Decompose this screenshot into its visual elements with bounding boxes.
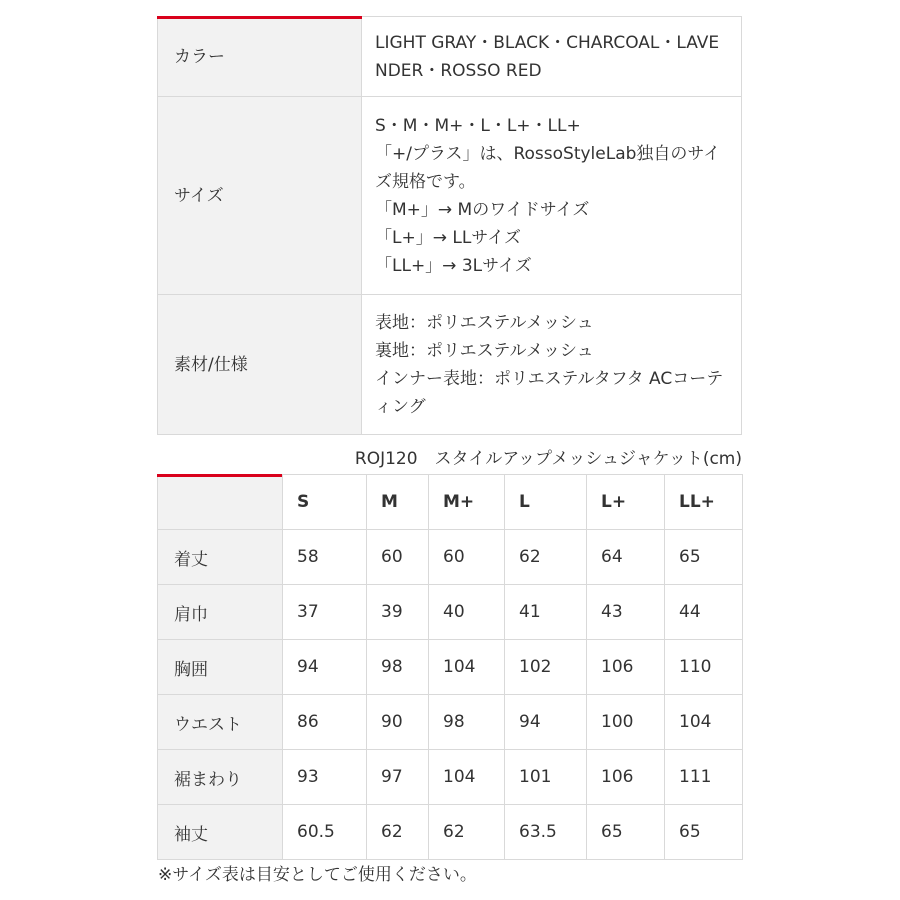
size-cell: 101 xyxy=(505,750,587,805)
size-chart-body xyxy=(158,530,743,860)
size-chart-caption: ROJ120 スタイルアップメッシュジャケット(cm) xyxy=(354,449,742,469)
size-row-label: 胸囲 xyxy=(158,640,283,695)
spec-value-material xyxy=(362,295,742,435)
size-row-label: 袖丈 xyxy=(158,805,283,860)
size-line: 「LL+」→ 3Lサイズ xyxy=(375,255,532,276)
size-cell: 104 xyxy=(429,750,505,805)
size-row-label: ウエスト xyxy=(158,695,283,750)
size-cell: 62 xyxy=(367,805,429,860)
size-header-corner xyxy=(158,475,283,530)
size-cell: 65 xyxy=(665,805,743,860)
size-header-row xyxy=(158,475,743,530)
spec-value-color: LIGHT GRAY・BLACK・CHARCOAL・LAVENDER・ROSSO RED xyxy=(362,17,742,97)
size-row xyxy=(158,585,743,640)
size-line: 「+/プラス」は、RossoStyleLab独自のサイズ規格です。 xyxy=(375,143,721,192)
size-cell: 102 xyxy=(505,640,587,695)
size-cell: 65 xyxy=(665,530,743,585)
size-header-cell: L+ xyxy=(587,475,665,530)
size-row xyxy=(158,750,743,805)
size-cell: 94 xyxy=(505,695,587,750)
size-chart-accent-bar xyxy=(157,474,282,477)
size-cell: 65 xyxy=(587,805,665,860)
size-row xyxy=(158,695,743,750)
size-cell: 110 xyxy=(665,640,743,695)
size-note: ※サイズ表は目安としてご使用ください。 xyxy=(158,865,477,885)
size-row xyxy=(158,530,743,585)
size-cell: 62 xyxy=(429,805,505,860)
size-row xyxy=(158,805,743,860)
spec-label-size: サイズ xyxy=(158,97,362,295)
size-cell: 98 xyxy=(429,695,505,750)
size-header-cell: M+ xyxy=(429,475,505,530)
size-cell: 64 xyxy=(587,530,665,585)
spec-label-color: カラー xyxy=(158,17,362,97)
size-cell: 44 xyxy=(665,585,743,640)
size-row-label: 肩巾 xyxy=(158,585,283,640)
size-cell: 41 xyxy=(505,585,587,640)
size-row-label: 裾まわり xyxy=(158,750,283,805)
size-cell: 40 xyxy=(429,585,505,640)
size-cell: 106 xyxy=(587,640,665,695)
size-cell: 98 xyxy=(367,640,429,695)
size-header-cell: M xyxy=(367,475,429,530)
size-cell: 60 xyxy=(367,530,429,585)
material-line: 表地：ポリエステルメッシュ xyxy=(375,312,594,333)
size-header-cell: L xyxy=(505,475,587,530)
size-cell: 97 xyxy=(367,750,429,805)
spec-row-material xyxy=(158,295,742,435)
spec-value-size xyxy=(362,97,742,295)
size-cell: 86 xyxy=(283,695,367,750)
size-cell: 43 xyxy=(587,585,665,640)
size-cell: 39 xyxy=(367,585,429,640)
spec-table xyxy=(157,16,742,435)
size-row-label: 着丈 xyxy=(158,530,283,585)
size-cell: 106 xyxy=(587,750,665,805)
size-cell: 58 xyxy=(283,530,367,585)
size-cell: 62 xyxy=(505,530,587,585)
size-cell: 111 xyxy=(665,750,743,805)
size-cell: 90 xyxy=(367,695,429,750)
size-cell: 37 xyxy=(283,585,367,640)
size-cell: 63.5 xyxy=(505,805,587,860)
size-cell: 100 xyxy=(587,695,665,750)
size-cell: 104 xyxy=(665,695,743,750)
size-line: 「M+」→ Mのワイドサイズ xyxy=(375,199,590,220)
material-line: インナー表地：ポリエステルタフタ ACコーティング xyxy=(375,368,724,417)
spec-accent-bar xyxy=(157,16,362,19)
size-line: S・M・M+・L・L+・LL+ xyxy=(375,115,581,136)
material-line: 裏地：ポリエステルメッシュ xyxy=(375,340,594,361)
size-cell: 60.5 xyxy=(283,805,367,860)
size-line: 「L+」→ LLサイズ xyxy=(375,227,521,248)
spec-row-color xyxy=(158,17,742,97)
size-row xyxy=(158,640,743,695)
size-header-cell: LL+ xyxy=(665,475,743,530)
size-cell: 93 xyxy=(283,750,367,805)
size-cell: 60 xyxy=(429,530,505,585)
size-cell: 94 xyxy=(283,640,367,695)
size-cell: 104 xyxy=(429,640,505,695)
spec-row-size xyxy=(158,97,742,295)
size-header-cell: S xyxy=(283,475,367,530)
spec-label-material: 素材/仕様 xyxy=(158,295,362,435)
size-chart-table xyxy=(157,474,743,860)
